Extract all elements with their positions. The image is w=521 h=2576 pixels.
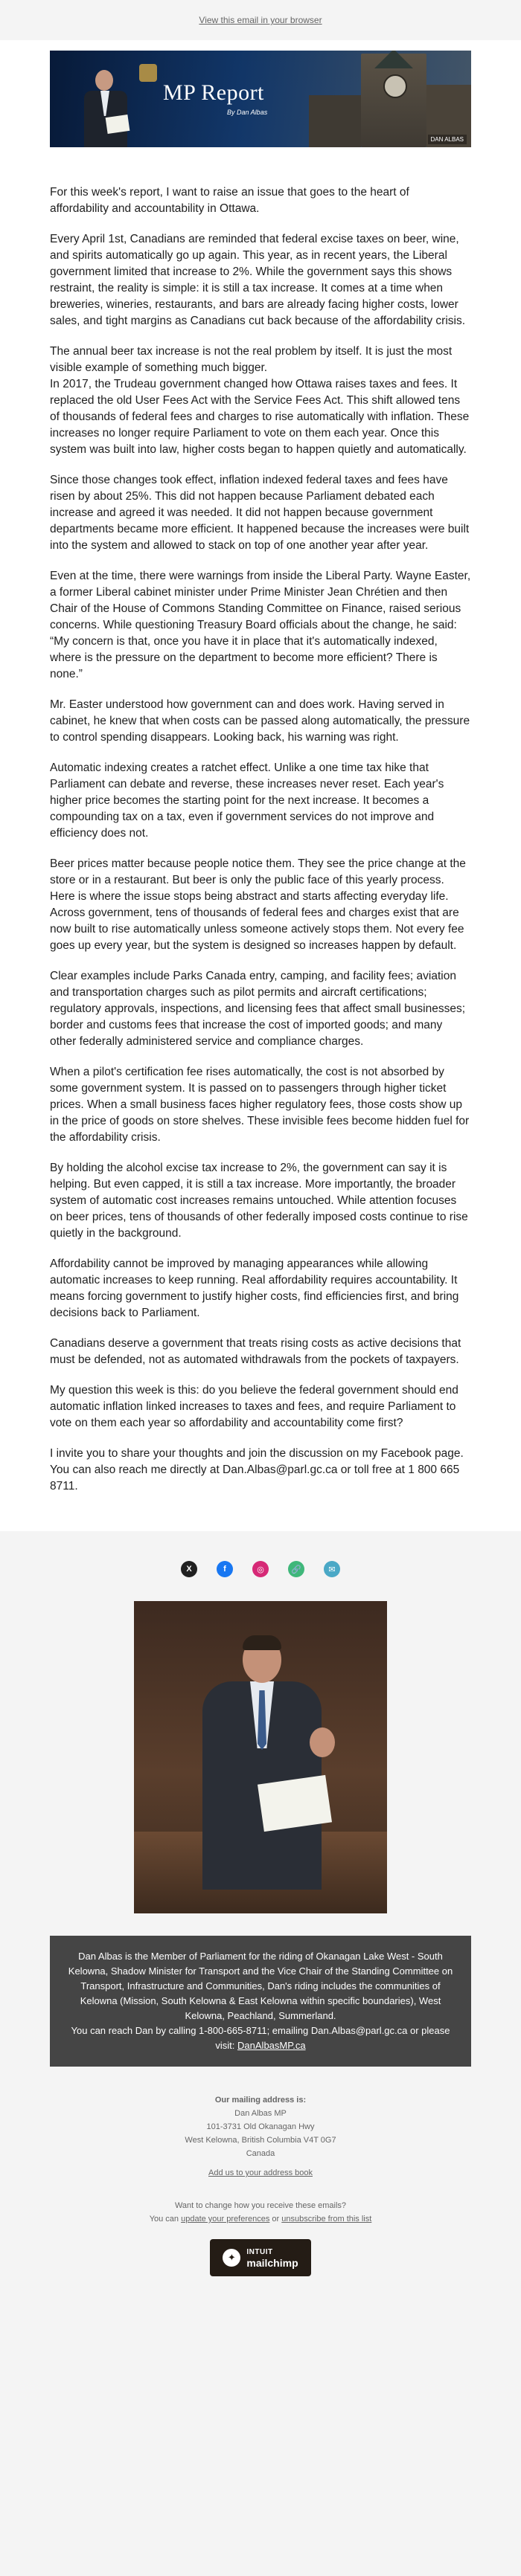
facebook-icon[interactable]: f	[217, 1561, 233, 1577]
email-card	[0, 40, 521, 1531]
bio-contact-text: You can reach Dan by calling 1-800-665-8711; emailing Dan.Albas@parl.gc.ca or please visit:	[71, 2025, 450, 2051]
hero-wrap	[0, 40, 521, 147]
prefs-line: Want to change how you receive these emails?	[174, 2201, 347, 2210]
body-paragraph: Clear examples include Parks Canada entry, camping, and facility fees; aviation and transportation charges such as pilot permits and aircraft certifications; regulatory approvals, inspections, and licensing fees that affect small businesses; border and customs fees that increase the cost of imported goods; and many other federally administered service and compliance charges.	[50, 970, 466, 1048]
social-links	[0, 1561, 521, 1577]
body-paragraph: Automatic indexing creates a ratchet effect. Unlike a one time tax hike that Parliament can debate and reverse, these increases never reset. Each year's higher price becomes the starting point for the next increase. It becomes a compounding tax on a tax, even if government services do not improve and efficiency does not.	[50, 761, 444, 840]
bio-text: Dan Albas is the Member of Parliament for the riding of Okanagan Lake West - South Kelowna, Shadow Minister for Transport and the Vice Chair of the Standing Committee on Transport, Infrastructure and Communities, Dan's riding includes the communities of Kelowna (Mission, South Kelowna & East Kelowna within specific boundaries), West Kelowna, Peachland, Summerland.	[68, 1951, 453, 2021]
badge-name: mailchimp	[246, 2257, 298, 2269]
body-paragraph: Every April 1st, Canadians are reminded that federal excise taxes on beer, wine, and spirits automatically go up again. This year, as in recent years, the Liberal government limited that increase to 2%. While the government says this shows restraint, the reality is simple: it is still a tax increase. It comes at a time when breweries, wineries, restaurants, and bars are already facing higher costs, lower sales, and tight margins as Canadians cut back because of the affordability crisis.	[50, 233, 466, 327]
peace-tower-image	[361, 54, 426, 147]
report-body	[0, 147, 521, 1531]
body-paragraph: Mr. Easter understood how government can and does work. Having served in cabinet, he knew that when costs can be passed along automatically, the pressure to control spending disappears. Looking back, his warning was right.	[50, 698, 470, 744]
add-to-address-book-link[interactable]: Add us to your address book	[208, 2168, 313, 2177]
x-icon[interactable]: X	[181, 1561, 197, 1577]
address-label: Our mailing address is:	[214, 2096, 307, 2105]
hero-title: MP Report	[163, 80, 264, 105]
address-line: West Kelowna, British Columbia V4T 0G7	[185, 2136, 336, 2145]
address-line: 101-3731 Old Okanagan Hwy	[206, 2122, 315, 2131]
view-in-browser-link[interactable]: View this email in your browser	[199, 15, 322, 25]
body-paragraph: I invite you to share your thoughts and join the discussion on my Facebook page. You can also reach me directly at Dan.Albas@parl.gc.ca or toll free at 1 800 665 8711.	[50, 1447, 464, 1493]
body-paragraph: When a pilot's certification fee rises automatically, the cost is not absorbed by some government system. It is passed on to passengers through higher ticket prices. When a small business faces higher regulatory fees, those costs show up in the price of goods on store shelves. These invisible fees become hidden fuel for the affordability crisis.	[50, 1066, 470, 1144]
body-paragraph: Since those changes took effect, inflation indexed federal taxes and fees have risen by about 25%. This did not happen because Parliament debated each increase and agreed it was needed. It did not happen because government departments became more efficient. It happened because the increases were built into the system and allowed to stack on top of one another year after year.	[50, 474, 470, 552]
website-icon[interactable]: 🔗	[288, 1561, 304, 1577]
update-preferences-link[interactable]: update your preferences	[181, 2215, 270, 2224]
mini-logo: DAN ALBAS	[428, 135, 467, 144]
body-paragraph: Affordability cannot be improved by managing appearances while allowing automatic increases to keep running. Real affordability requires accountability. It means forcing government to justify higher costs, find efficiencies first, and bring decisions back to Parliament.	[50, 1258, 459, 1319]
badge-intuit: INTUIT	[246, 2248, 273, 2256]
email-preferences: Want to change how you receive these emails? You can update your preferences or unsubscribe from this list	[0, 2199, 521, 2226]
bio-box	[50, 1936, 471, 2067]
hero-byline: By Dan Albas	[227, 109, 268, 116]
instagram-icon[interactable]: ◎	[252, 1561, 269, 1577]
email-icon[interactable]: ✉	[324, 1561, 340, 1577]
mailing-address	[0, 2093, 521, 2180]
body-paragraph: For this week's report, I want to raise an issue that goes to the heart of affordability and accountability in Ottawa.	[50, 186, 409, 215]
address-line: Canada	[246, 2149, 275, 2158]
mp-portrait-image	[81, 70, 130, 147]
body-paragraph: Beer prices matter because people notice them. They see the price change at the store or in a restaurant. But beer is only the public face of this yearly process. Here is where the issue stops being abstract and starts affecting everyday life. Across government, tens of thousands of federal fees and charges exist that are now built to rise automatically unless someone actively stops them. Not every fee goes up every year, but the system is designed so increases happen by default.	[50, 857, 466, 952]
footer	[0, 1531, 521, 2291]
body-paragraph: By holding the alcohol excise tax increase to 2%, the government can say it is helping. But even capped, it is still a tax increase. More importantly, the broader system of automatic cost increases remains untouched. While attention focuses on beer prices, tens of thousands of other federally imposed costs continue to rise quietly in the background.	[50, 1162, 468, 1240]
bio-contact	[68, 2023, 453, 2053]
body-paragraph: My question this week is this: do you believe the federal government should end automatic inflation linked increases to taxes and fees, and require Parliament to vote on them each year so affordability and accountability come first?	[50, 1384, 458, 1429]
body-paragraph: The annual beer tax increase is not the real problem by itself. It is just the most visible example of something much bigger. In 2017, the Trudeau government changed how Ottawa raises taxes and fees. It replaced the old User Fees Act with the Service Fees Act. This shift allowed tens of thousands of federal fees and charges to rise automatically with inflation. These increases no longer require Parliament to vote on them each year. Once this system was built into law, higher costs began to happen quietly and automatically.	[50, 345, 470, 456]
address-line: Dan Albas MP	[234, 2109, 287, 2118]
website-link[interactable]: DanAlbasMP.ca	[237, 2040, 306, 2051]
body-paragraph: Even at the time, there were warnings from inside the Liberal Party. Wayne Easter, a former Liberal cabinet minister under Prime Minister Jean Chrétien and then Chair of the House of Commons Standing Committee on Finance, raised serious concerns. While questioning Treasury Board officials about the change, he said: “My concern is that, once you have it in place that it's automatically indexed, where is the pressure on the department to become more efficient? There is none.”	[50, 570, 471, 680]
hero-banner	[50, 51, 471, 147]
preheader	[0, 0, 521, 40]
crest-icon	[139, 64, 157, 82]
mp-speaking-photo	[134, 1601, 387, 1913]
body-paragraph: Canadians deserve a government that treats rising costs as active decisions that must be defended, not as automated withdrawals from the pockets of taxpayers.	[50, 1337, 461, 1366]
mailchimp-logo-icon: ✦	[223, 2249, 240, 2267]
mailchimp-badge[interactable]	[210, 2239, 311, 2276]
unsubscribe-link[interactable]: unsubscribe from this list	[281, 2215, 372, 2224]
